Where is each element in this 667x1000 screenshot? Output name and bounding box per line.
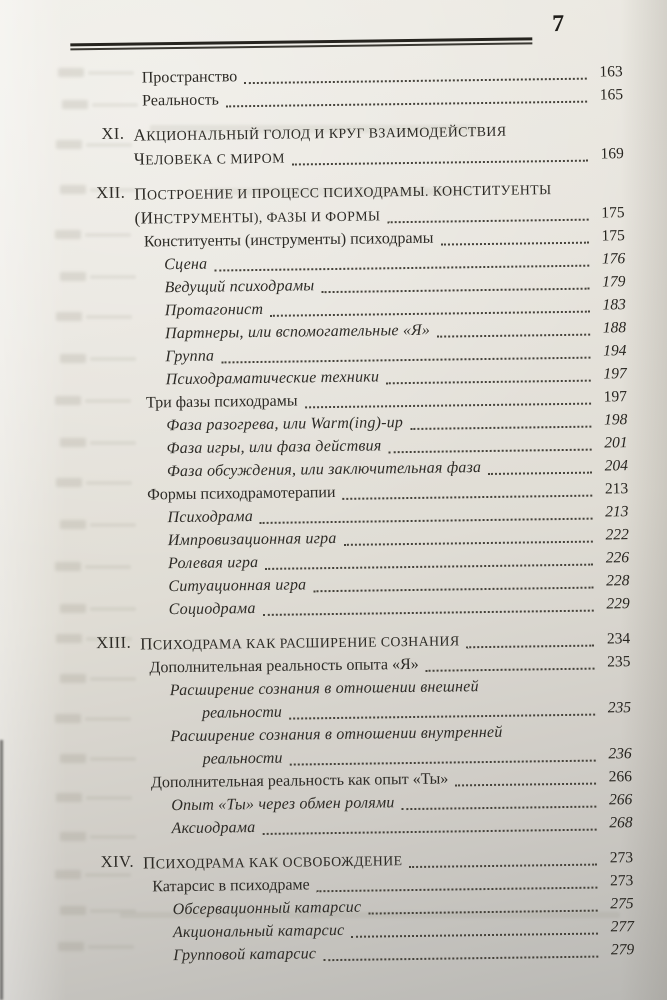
- toc-entry-label: Реальность: [141, 91, 220, 110]
- page-number: 7: [551, 10, 565, 38]
- dots-leader: [351, 933, 598, 938]
- dots-leader: [426, 668, 595, 672]
- dots-leader: [263, 829, 597, 835]
- dots-leader: [344, 541, 593, 546]
- toc-entry-label: Фаза разогрева, или Warm(ing)-up: [166, 414, 404, 435]
- dots-leader: [305, 403, 591, 409]
- toc-entry-label: Протагонист: [164, 300, 264, 320]
- dots-leader: [488, 472, 592, 475]
- toc-entry-line1: Расширение сознания в отношении внешней: [169, 678, 479, 700]
- toc-entry-label: Ролевая игра: [168, 553, 259, 573]
- table-of-contents: [78, 60, 635, 968]
- page-edge-shadow: [0, 740, 3, 1000]
- dots-leader: [455, 783, 596, 787]
- page-ref: 236: [608, 745, 632, 763]
- chapter-title-line1: АКЦИОНАЛЬНЫЙ ГОЛОД И КРУГ ВЗАИМОДЕЙСТВИЯ: [133, 123, 507, 145]
- toc-entry-label: Ситуационная игра: [168, 576, 307, 596]
- chapter-title-line1: ПСИХОДРАМА КАК ОСВОБОЖДЕНИЕ: [142, 853, 403, 873]
- toc-entry-label: Группа: [165, 347, 215, 366]
- page-ref: 228: [606, 572, 630, 590]
- toc-entry-line1: Расширение сознания в отношении внутренней: [170, 723, 503, 746]
- dots-leader: [263, 610, 594, 616]
- toc-entry-label: Сцена: [164, 255, 208, 274]
- page-ref: 175: [601, 204, 625, 222]
- chapter-title-line1: ПОСТРОЕНИЕ И ПРОЦЕСС ПСИХОДРАМЫ. КОНСТИТУЕНТЫ: [134, 182, 552, 204]
- chapter-title: [133, 117, 624, 171]
- page-ref: 235: [607, 653, 631, 671]
- dots-leader: [290, 760, 596, 766]
- chapter-numeral: XIV.: [100, 851, 135, 872]
- dots-leader: [321, 288, 589, 294]
- page-ref: 179: [602, 273, 626, 291]
- header-rule: [70, 37, 532, 50]
- chapter-title-line1: ПСИХОДРАМА КАК РАСШИРЕНИЕ СОЗНАНИЯ: [140, 633, 460, 654]
- toc-entry-label: Акциональный катарсис: [172, 921, 345, 942]
- toc-entry-label: реальности: [202, 749, 283, 768]
- chapter-numeral: XII.: [96, 182, 126, 203]
- page-ref: 188: [602, 319, 627, 337]
- toc-entry-label: Психодраматические техники: [165, 368, 380, 389]
- toc-entry-label: Импровизационная игра: [167, 529, 337, 550]
- page-ref: 273: [609, 849, 634, 867]
- dots-leader: [467, 645, 595, 649]
- page-ref: 183: [602, 296, 626, 314]
- page-ref: 273: [609, 872, 634, 890]
- chapter-title-line2: (ИНСТРУМЕНТЫ), ФАЗЫ И ФОРМЫ: [134, 208, 381, 228]
- chapter-numeral: XIII.: [95, 632, 132, 653]
- toc-entry-label: Психодрама: [167, 508, 254, 527]
- dots-leader: [244, 78, 587, 84]
- toc-chapter-entry: [79, 176, 625, 231]
- dots-leader: [292, 160, 588, 166]
- page-ref: 165: [599, 86, 624, 104]
- dots-leader: [368, 910, 597, 915]
- dots-leader: [386, 380, 591, 385]
- page-ref: 194: [603, 342, 627, 360]
- toc-entry-label: Социодрама: [168, 600, 256, 619]
- toc-entry-label: Катарсис в психодраме: [152, 876, 310, 896]
- page-ref: 197: [603, 365, 627, 383]
- dots-leader: [317, 887, 598, 893]
- toc-entry-label: Дополнительная реальность как опыт «Ты»: [150, 770, 449, 792]
- toc-entry-label: Ведущий психодрамы: [164, 277, 315, 297]
- page-ref: 204: [604, 457, 628, 475]
- page-ref: 266: [608, 768, 633, 786]
- toc-entry-label: Опыт «Ты» через обмен ролями: [171, 794, 395, 815]
- toc-entry-label: Фаза игры, или фаза действия: [166, 437, 382, 458]
- dots-leader: [402, 806, 597, 811]
- page-ref: 279: [610, 941, 635, 959]
- page-ref: 213: [605, 503, 629, 521]
- dots-leader: [226, 101, 587, 108]
- page-ref: 176: [601, 250, 626, 268]
- page-ref: 175: [601, 227, 625, 245]
- page-ref: 169: [600, 145, 624, 163]
- toc-entry-label: Аксиодрама: [171, 819, 256, 838]
- toc-entry-label: Конституенты (инструменты) психодрамы: [143, 229, 434, 251]
- page-ref: 213: [604, 480, 629, 498]
- toc-chapter-entry: [78, 117, 624, 172]
- page-ref: 197: [603, 388, 628, 406]
- page-ref: 266: [608, 791, 633, 809]
- page-ref: 268: [609, 814, 633, 832]
- page-ref: 275: [610, 895, 634, 913]
- toc-entry-label: Групповой катарсис: [173, 945, 317, 965]
- page-ref: 234: [606, 630, 631, 648]
- toc-entry-label: Фаза обсуждения, или заключительная фаза: [166, 459, 482, 481]
- toc-entry-label: Обсервационный катарсис: [172, 898, 362, 919]
- toc-entry-label: Партнеры, или вспомогательные «Я»: [165, 321, 431, 343]
- dots-leader: [410, 426, 591, 430]
- dots-leader: [388, 449, 591, 454]
- dots-leader: [343, 495, 593, 500]
- page-ref: 222: [605, 526, 629, 544]
- dots-leader: [313, 587, 593, 593]
- page-ref: 277: [610, 918, 635, 936]
- page-ref: 226: [605, 549, 630, 567]
- toc-entry-label: Три фазы психодрамы: [145, 392, 298, 412]
- page-ref: 163: [599, 63, 623, 81]
- page-ref: 201: [604, 434, 628, 452]
- chapter-title-line2: ЧЕЛОВЕКА С МИРОМ: [133, 149, 285, 169]
- toc-entry-label: Формы психодрамотерапии: [147, 483, 336, 504]
- chapter-numeral: XI.: [101, 123, 125, 144]
- toc-entry-label: Пространство: [141, 68, 238, 87]
- dots-leader: [437, 334, 590, 338]
- page-ref: 235: [607, 699, 632, 717]
- dots-leader: [265, 564, 593, 570]
- chapter-title: [134, 176, 625, 230]
- dots-leader: [260, 518, 593, 524]
- page-ref: 229: [606, 595, 630, 613]
- dots-leader: [440, 242, 588, 246]
- page-ref: 198: [603, 411, 628, 429]
- toc-entry-label: реальности: [201, 703, 282, 722]
- dots-leader: [270, 311, 590, 317]
- toc-entry-label: Дополнительная реальность опыта «Я»: [149, 655, 419, 677]
- dots-leader: [410, 864, 598, 868]
- dots-leader: [323, 956, 598, 962]
- dots-leader: [388, 219, 589, 224]
- dots-leader: [289, 714, 595, 720]
